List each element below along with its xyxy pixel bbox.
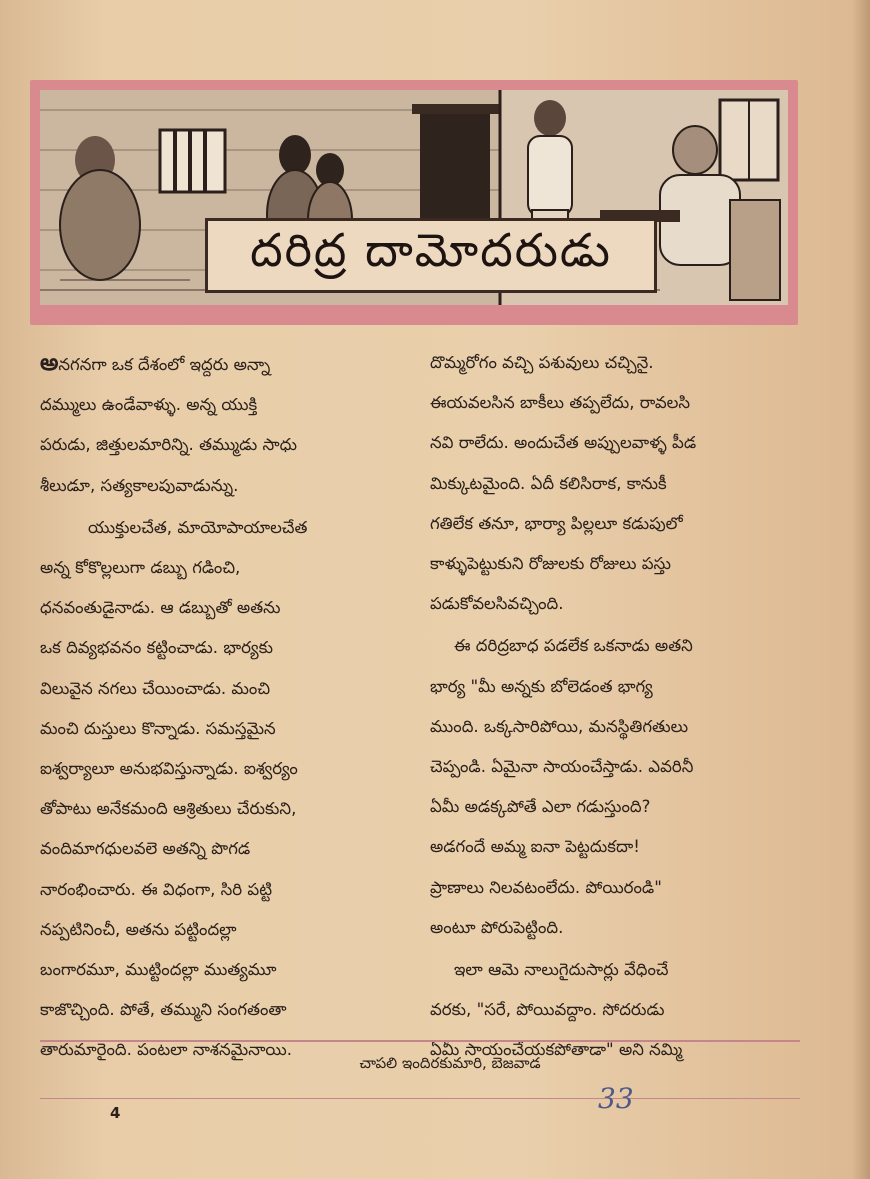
footer-rule-top bbox=[40, 1040, 800, 1042]
page-number: 4 bbox=[110, 1104, 121, 1122]
paragraph-2: యుక్తులచేత, మాయోపాయాలచేత అన్న కోకొల్లలుగా డబ్బు గడించి, ధనవంతుడైనాడు. ఆ డబ్బుతో అతను ఒక దివ్యభవనం కట్టించాడు. భార్యకు విలువైన నగలు చేయించాడు. మంచి మంచి దుస్తులు కొన్నాడు. సమస్తమైన ఐశ్వర్యాలూ అనుభవిస్తున్నాడు. ఐశ్వర్యం తోపాటు అనేకమంది ఆశ్రితులు చేరుకుని, వందిమాగధులవలె అతన్ని పొగడ నారంభించారు. ఈ విధంగా, సిరి పట్టి నప్పటినించీ, అతను పట్టిందల్లా బంగారమూ, ముట్టిందల్లా ముత్యమూ కాజొచ్చింది. పోతే, తమ్ముని సంగతంతా తారుమారైంది. పంటలా నాశనమైనాయి. bbox=[40, 517, 308, 1060]
left-column bbox=[40, 343, 420, 1071]
paragraph-4: ఈ దరిద్రబాధ పడలేక ఒకనాడు అతని భార్య "మీ అన్నకు బోలెడంత భాగ్య ముంది. ఒక్కసారిపోయి, మనస్థితిగతులు చెప్పండి. ఏమైనా సాయంచేస్తాడు. ఎవరినీ ఏమీ అడక్కపోతే ఎలా గడుస్తుంది? అడగందే అమ్మ ఐనా పెట్టదుకదా! ప్రాణాలు నిలవటంలేదు. పోయిరండి" అంటూ పోరుపెట్టింది. bbox=[430, 636, 694, 937]
drop-cap: అ bbox=[40, 350, 59, 376]
paragraph-1-text: నగనగా ఒక దేశంలో ఇద్దరు అన్నా దమ్ములు ఉండేవాళ్ళు. అన్న యుక్తి పరుడు, జిత్తులమారిన్ని. తమ్ముడు సాధు శీలుడూ, సత్యకాలపువాడున్ను. bbox=[40, 355, 298, 495]
footer-rule-bottom bbox=[40, 1098, 800, 1099]
author-credit: చాపలి ఇందిరకుమారి, బెజవాడ bbox=[359, 1054, 541, 1072]
paragraph-1 bbox=[40, 343, 420, 506]
paragraph-3: దొమ్మరోగం వచ్చి పశువులు చచ్చినై. ఈయవలసిన బాకీలు తప్పలేదు, రావలసి నవి రాలేదు. అందుచేత అప్పులవాళ్ళ పీడ మిక్కుటమైంది. ఏదీ కలిసిరాక, కానుకీ గతిలేక తనూ, భార్యా పిల్లలూ కడుపులో కాళ్ళుపెట్టుకుని రోజులకు రోజులు పస్తు పడుకోవలసివచ్చింది. bbox=[430, 353, 697, 614]
story-title: దరిద్ర దామోదరుడు bbox=[205, 218, 657, 293]
paragraph-5: ఇలా ఆమె నాలుగైదుసార్లు వేధించే వరకు, "సరే, పోయివద్దాం. సోదరుడు ఏమీ సాయంచేయకపోతాడా" అని నమ్మి bbox=[430, 960, 683, 1060]
right-column bbox=[430, 343, 810, 1071]
page-edge-shadow bbox=[852, 0, 870, 1179]
handwritten-page-note: 33 bbox=[598, 1082, 634, 1115]
